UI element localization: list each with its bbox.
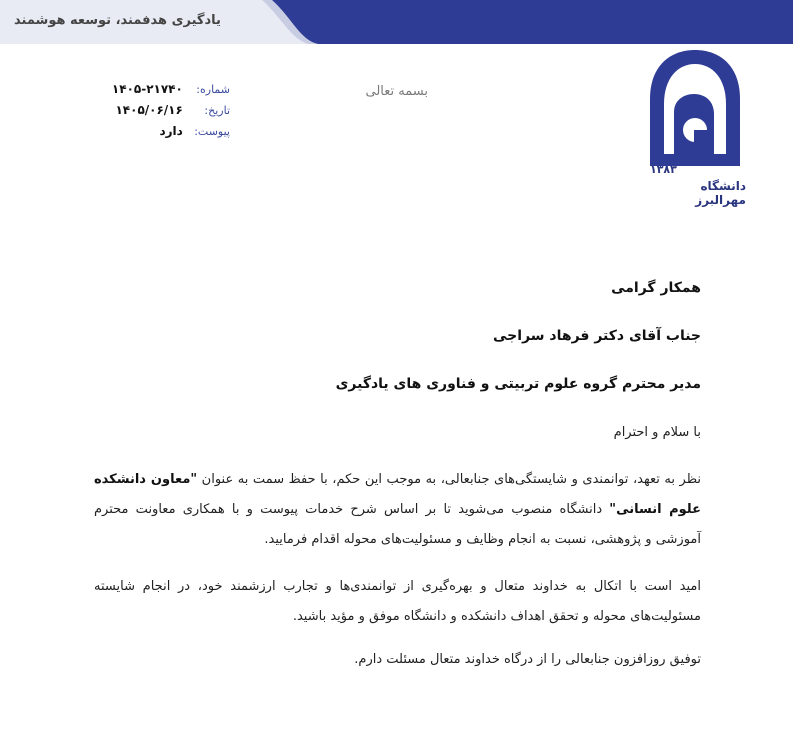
letter-meta — [80, 82, 230, 145]
letter-paragraph-1 — [94, 465, 701, 555]
meta-number-label: شماره: — [196, 83, 230, 96]
letter-recipient-position: مدیر محترم گروه علوم تربیتی و فناوری های یادگیری — [335, 376, 701, 392]
logo-year: ۱۳۸۳ — [650, 163, 677, 176]
paragraph-1-bold-title: "معاون دانشکده علوم انسانی" — [94, 472, 701, 517]
paragraph-1-part-b: دانشگاه منصوب می‌شوید تا بر اساس شرح خدمات پیوست و با همکاری معاونت محترم آموزشی و پژوهشی، نسبت به انجام وظایف و مسئولیت‌های محوله اقدام فرمایید. — [94, 502, 701, 547]
letter-paragraph-2: امید است با اتکال به خداوند متعال و بهره‌گیری از توانمندی‌ها و تجارب ارزشمند خود، در انجام شایسته مسئولیت‌های محوله و تحقق اهداف دانشکده و دانشگاه موفق و مؤید باشید. — [94, 579, 701, 624]
meta-attachment-label: پیوست: — [194, 125, 230, 138]
letter-greeting: با سلام و احترام — [613, 425, 701, 440]
header-band-dark — [270, 0, 793, 44]
meta-date-label: تاریخ: — [204, 104, 230, 117]
meta-attachment-row — [80, 124, 230, 145]
letter-salutation: همکار گرامی — [611, 280, 701, 296]
meta-attachment-value: دارد — [159, 124, 183, 138]
logo-university-name: دانشگاه مهرالبرز — [695, 179, 746, 207]
meta-number-value: ۱۴۰۵-۲۱۷۴۰ — [111, 82, 183, 96]
meta-date-value: ۱۴۰۵/۰۶/۱۶ — [115, 103, 183, 117]
header-tagline: یادگیری هدفمند، توسعه هوشمند — [14, 13, 221, 28]
letter-paragraph-3: توفیق روزافزون جنابعالی را از درگاه خداوند متعال مسئلت دارم. — [354, 652, 701, 667]
meta-number-row — [80, 82, 230, 103]
paragraph-1-part-a: نظر به تعهد، توانمندی و شایستگی‌های جنابعالی، به موجب این حکم، با حفظ سمت به عنوان — [197, 472, 701, 487]
meta-date-row — [80, 103, 230, 124]
letter-recipient: جناب آقای دکتر فرهاد سراجی — [493, 328, 701, 344]
basmala: بسمه تعالی — [365, 84, 428, 99]
